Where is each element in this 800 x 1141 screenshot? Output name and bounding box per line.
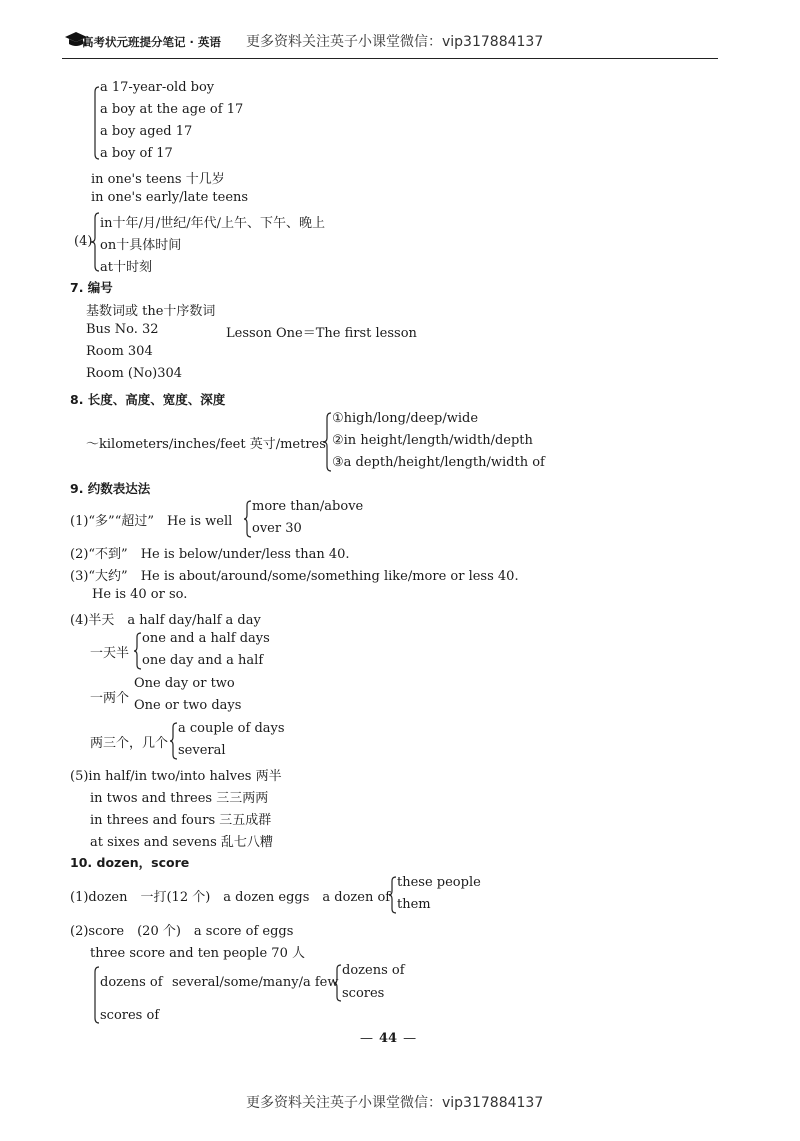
approx-more-item-2: over 30 (252, 521, 302, 536)
few-item-1: a couple of days (178, 721, 285, 736)
several-item-2: scores (342, 986, 385, 1001)
header-title: 高考状元班提分笔记 · 英语 (82, 35, 221, 49)
half-day: (4)半天 a half day/half a day (70, 613, 261, 628)
several-item-1: dozens of (342, 963, 405, 978)
page-number-value: 44 (379, 1031, 398, 1046)
few-lead: 两三个，几个 (90, 736, 169, 751)
dimension-item-2: ②in height/length/width/depth (332, 433, 533, 448)
in-twos: in twos and threes 三三两两 (90, 791, 269, 806)
section-8-title: 8. 长度、高度、宽度、深度 (70, 392, 226, 407)
room-example-1: Room 304 (86, 344, 153, 359)
one-and-half-item-2: one day and a half (142, 653, 264, 668)
lesson-example: Lesson One＝The first lesson (226, 326, 417, 341)
time-prep-on: on十具体时间 (100, 238, 182, 253)
section-9-title: 9. 约数表达法 (70, 481, 151, 496)
score-line: (2)score (20 个) a score of eggs (70, 924, 294, 939)
numbering-rule: 基数词或 the十序数词 (86, 304, 216, 319)
section-10-title: 10. dozen，score (70, 855, 190, 870)
one-or-two-item-2: One or two days (134, 698, 242, 713)
one-and-half-item-1: one and a half days (142, 631, 270, 646)
three-score-line: three score and ten people 70 人 (90, 946, 305, 961)
dozens-of-main: dozens of (100, 975, 163, 990)
dozen-item-2: them (397, 897, 431, 912)
header-rule (62, 58, 718, 59)
in-threes: in threes and fours 三五成群 (90, 813, 272, 828)
approx-about: (3)“大约” He is about/around/some/something like/more or less 40. (70, 569, 519, 584)
at-sixes: at sixes and sevens 乱七八糟 (90, 835, 273, 850)
dozen-item-1: these people (397, 875, 481, 890)
approx-more-brace (244, 500, 252, 538)
dimension-lead: ～kilometers/inches/feet 英寸/metres (86, 437, 326, 452)
header-watermark: 更多资料关注英子小课堂微信：vip317884137 (246, 34, 544, 50)
approx-more-lead: (1)“多”“超过” He is well (70, 514, 233, 529)
dozens-brace (92, 966, 100, 1024)
scores-of-main: scores of (100, 1008, 160, 1023)
section-7-title: 7. 编号 (70, 280, 113, 295)
several-brace (334, 964, 342, 1002)
age-brace (92, 86, 100, 160)
one-and-half-brace (134, 632, 142, 670)
dimension-brace (322, 412, 332, 472)
time-prep-at: at十时刻 (100, 260, 152, 275)
few-brace (170, 722, 178, 760)
age-item-3: a boy aged 17 (100, 124, 193, 139)
early-late-teens-line: in one's early/late teens (91, 190, 249, 205)
footer-watermark: 更多资料关注英子小课堂微信：vip317884137 (246, 1095, 544, 1111)
approx-less: (2)“不到” He is below/under/less than 40. (70, 547, 350, 562)
few-item-2: several (178, 743, 226, 758)
dimension-item-3: ③a depth/height/length/width of (332, 455, 545, 470)
age-item-1: a 17-year-old boy (100, 80, 215, 95)
one-and-half-lead: 一天半 (90, 646, 130, 661)
teens-line: in one's teens 十几岁 (91, 172, 225, 187)
approx-more-item-1: more than/above (252, 499, 364, 514)
approx-or-so: He is 40 or so. (92, 587, 188, 602)
age-item-2: a boy at the age of 17 (100, 102, 244, 117)
several-lead: several/some/many/a few (172, 975, 339, 990)
dimension-item-1: ①high/long/deep/wide (332, 411, 479, 426)
dozen-brace (389, 876, 397, 914)
time-prep-brace (90, 212, 100, 272)
in-half: (5)in half/in two/into halves 两半 (70, 769, 282, 784)
one-or-two-lead: 一两个 (90, 691, 130, 706)
age-item-4: a boy of 17 (100, 146, 173, 161)
time-prep-marker: (4) (74, 234, 93, 249)
page-number: — 44 — (360, 1031, 417, 1046)
dozen-lead: (1)dozen 一打(12 个) a dozen eggs a dozen of (70, 890, 391, 905)
bus-example: Bus No. 32 (86, 322, 159, 337)
room-example-2: Room (No)304 (86, 366, 183, 381)
time-prep-in: in十年/月/世纪/年代/上午、下午、晚上 (100, 216, 326, 231)
one-or-two-item-1: One day or two (134, 676, 235, 691)
